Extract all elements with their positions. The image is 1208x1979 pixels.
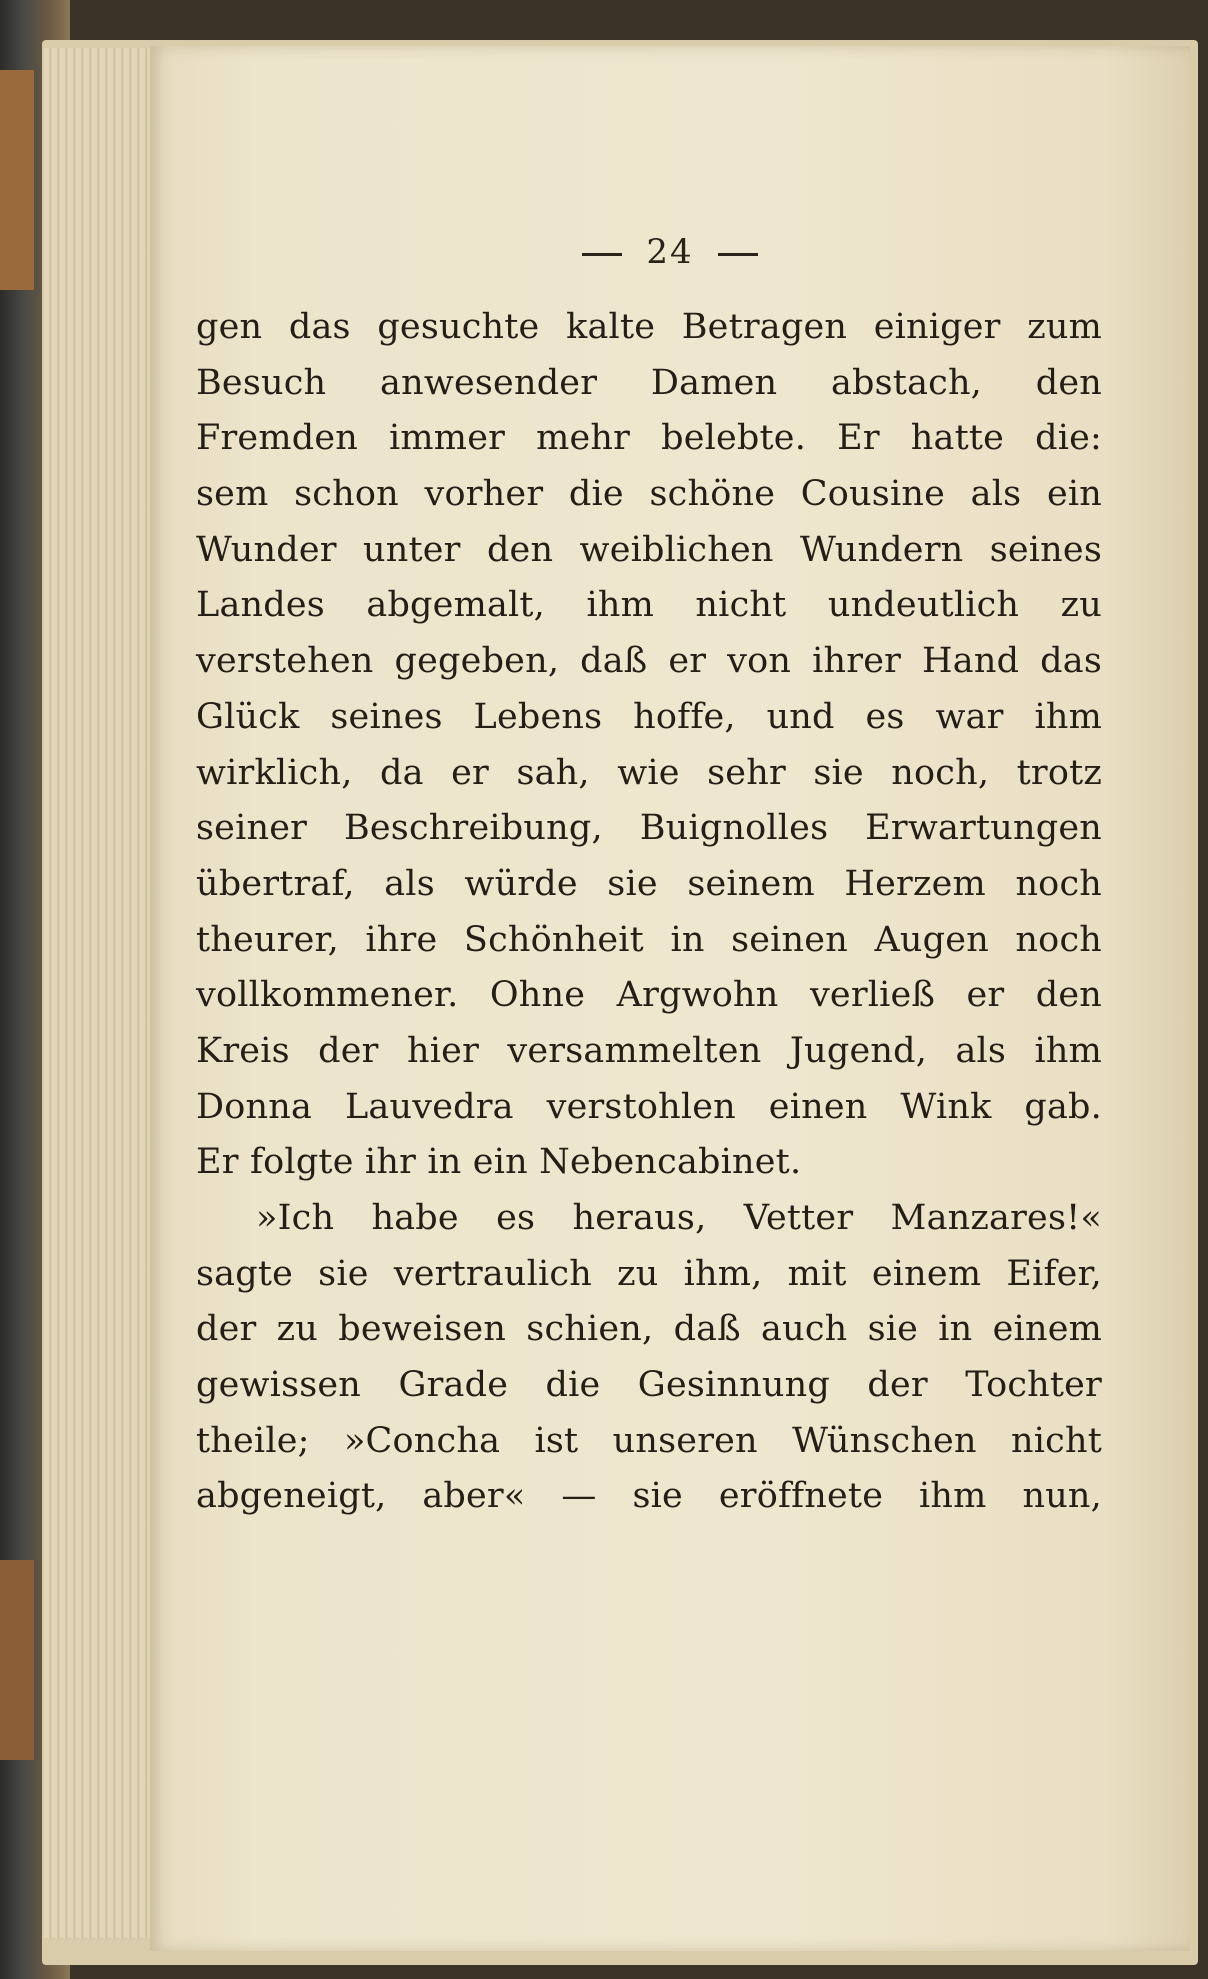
text-line: »Ich habe es heraus, Vetter Manzares!«: [256, 1198, 1102, 1238]
text-line: der zu beweisen schien, daß auch sie in einem: [196, 1309, 1102, 1350]
body-text: [196, 300, 1102, 1525]
dash-left: [582, 253, 622, 256]
text-line: verstehen gegeben, daß er von ihrer Hand das: [196, 641, 1102, 682]
text-line: theurer, ihre Schönheit in seinen Augen noch: [196, 919, 1102, 960]
text-line: seiner Beschreibung, Buignolles Erwartungen: [196, 808, 1102, 849]
text-line: Landes abgemalt, ihm nicht undeutlich zu: [196, 585, 1102, 626]
text-line: sagte sie vertraulich zu ihm, mit einem Eifer,: [196, 1253, 1102, 1294]
binding-leather-upper: [0, 70, 34, 290]
text-line: abgeneigt, aber« — sie eröffnete ihm nun,: [196, 1476, 1102, 1517]
binding-leather-lower: [0, 1560, 34, 1760]
text-line: Glück seines Lebens hoffe, und es war ihm: [196, 696, 1102, 737]
text-line: übertraf, als würde sie seinem Herzem noch: [196, 863, 1102, 904]
text-line: gewissen Grade die Gesinnung der Tochter: [196, 1365, 1102, 1406]
text-line: Donna Lauvedra verstohlen einen Wink gab.: [196, 1086, 1102, 1127]
text-line: Besuch anwesender Damen abstach, den: [196, 362, 1102, 403]
text-line: wirklich, da er sah, wie sehr sie noch, trotz: [196, 752, 1102, 793]
page-stack-edges: [44, 48, 154, 1938]
text-line: Er folgte ihr in ein Nebencabinet.: [196, 1142, 802, 1183]
text-line: Wunder unter den weiblichen Wundern seines: [196, 529, 1102, 570]
page-number-header: [150, 232, 1190, 272]
text-line: Kreis der hier versammelten Jugend, als ihm: [196, 1030, 1102, 1071]
page-number: 24: [646, 232, 694, 272]
text-line: vollkommener. Ohne Argwohn verließ er den: [196, 975, 1102, 1016]
text-line: Fremden immer mehr belebte. Er hatte die:: [196, 418, 1102, 459]
text-line: gen das gesuchte kalte Betragen einiger zum: [196, 307, 1102, 347]
text-line: theile; »Concha ist unseren Wünschen nicht: [196, 1420, 1102, 1461]
dash-right: [718, 253, 758, 256]
text-line: sem schon vorher die schöne Cousine als ein: [196, 474, 1102, 515]
